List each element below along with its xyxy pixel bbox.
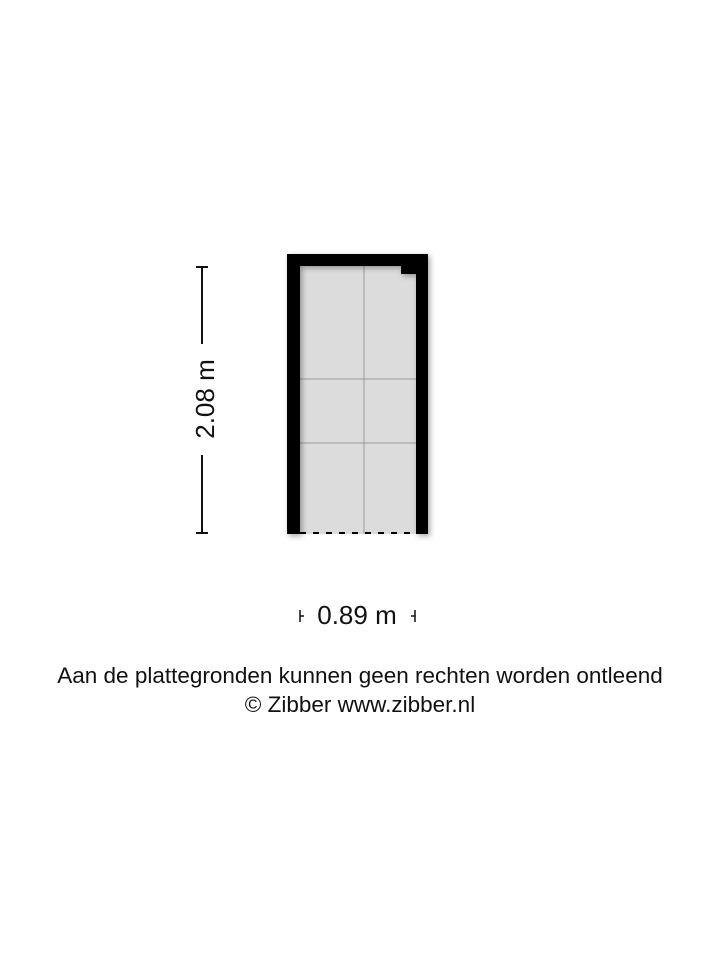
disclaimer-text: Aan de plattegronden kunnen geen rechten worden ontleend [57, 663, 663, 688]
copyright-text: © Zibber www.zibber.nl [244, 692, 476, 717]
wall-corner-notch [401, 266, 416, 274]
wall-right [416, 254, 428, 534]
wall-left [287, 254, 300, 534]
room-width-label: 0.89 m [317, 600, 397, 630]
wall-top [287, 254, 428, 266]
room-height-label: 2.08 m [190, 359, 220, 439]
room-floor [300, 266, 416, 534]
